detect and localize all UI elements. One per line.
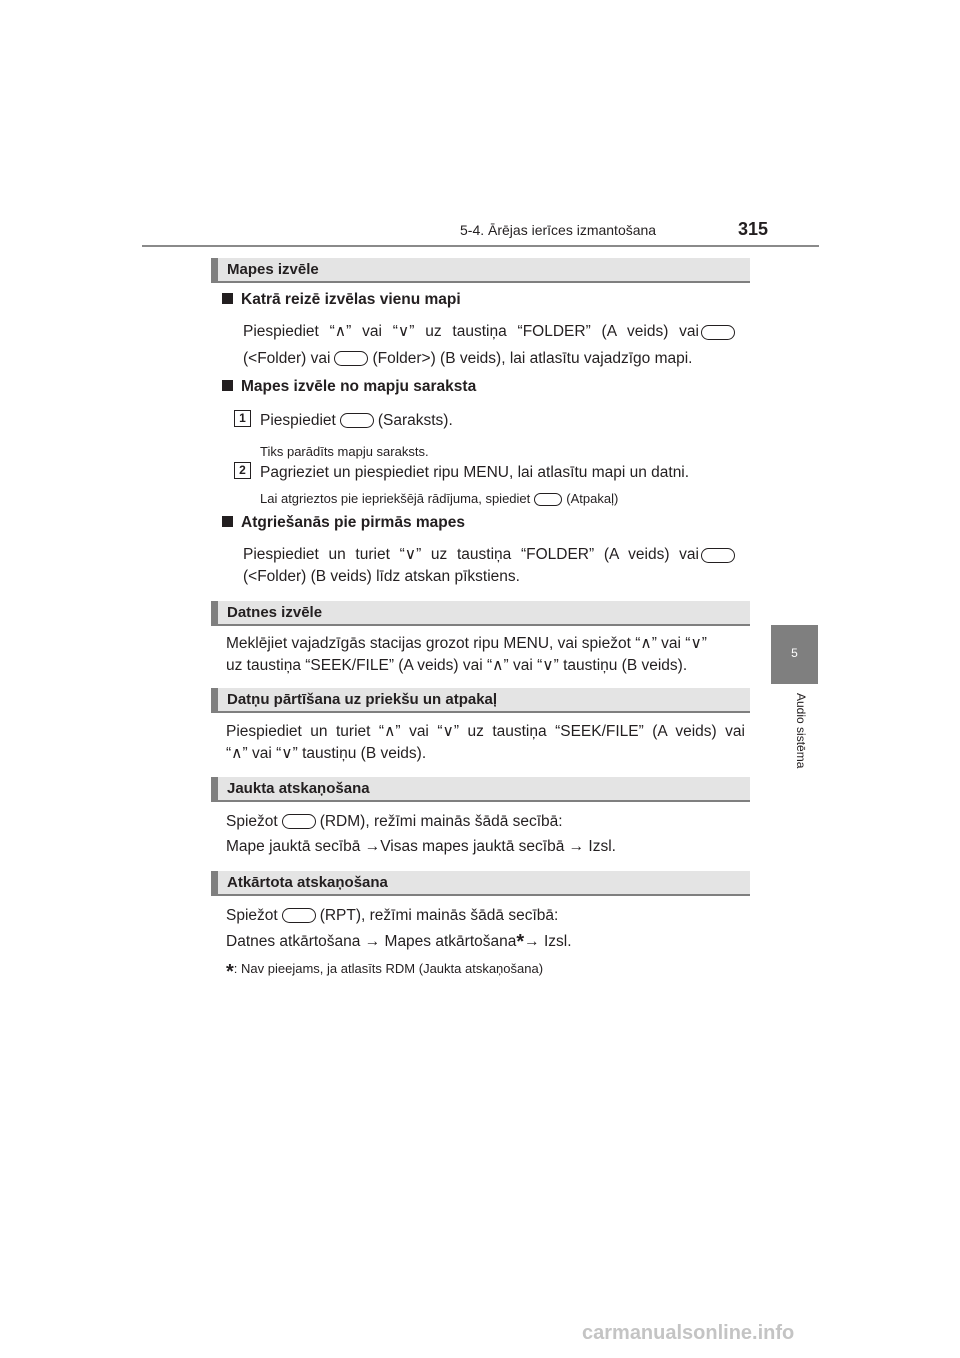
watermark: carmanualsonline.info [582,1322,795,1344]
subheading-first-folder: Atgriešanās pie pirmās mapes [222,514,465,532]
bullet-square [222,516,233,527]
step-2-note: Lai atgrieztos pie iepriekšējā rādījuma, spiediet (Atpakaļ) [260,491,619,506]
folder-instruction-line2: (<Folder) vai (Folder>) (B veids), lai atlasītu vajadzīgo mapi. [243,350,693,367]
folder-down-button-icon [701,325,735,340]
chapter-title: 5-4. Ārējas ierīces izmantošana [460,222,657,238]
folder-instruction-line1: Piespiediet “∧” vai “∨” uz taustiņa “FOLDER” (A veids) vai [243,323,699,340]
back-button-icon [534,493,562,506]
step-2-badge: 2 [234,462,251,479]
footnote-marker: * [516,931,525,953]
random-line1: Spiežot (RDM), režīmi mainās šādā secībā: [226,813,563,830]
chapter-tab-number: 5 [791,646,798,660]
rdm-button-icon [282,814,316,829]
ffrw-line1: Piespiediet un turiet “∧” vai “∨” uz taustiņa “SEEK/FILE” (A veids) vai [226,723,745,740]
section-heading-fast-forward: Datņu pārtīšana uz priekšu un atpakaļ [211,688,750,713]
bullet-square [222,380,233,391]
random-line2: Mape jauktā secībā →Visas mapes jauktā secībā → Izsl. [226,838,616,855]
subheading-one-folder: Katrā reizē izvēlas vienu mapi [222,291,461,309]
section-heading-folder: Mapes izvēle [211,258,750,283]
first-folder-line1: Piespiediet un turiet “∨” uz taustiņa “FOLDER” (A veids) vai [243,546,699,563]
subheading-folder-list: Mapes izvēle no mapju saraksta [222,378,476,396]
step-1-badge: 1 [234,410,251,427]
ffrw-line2: “∧” vai “∨” taustiņu (B veids). [226,745,427,762]
folder-up-button-icon [334,351,368,366]
list-button-icon [340,413,374,428]
file-line2: uz taustiņa “SEEK/FILE” (A veids) vai “∧” vai “∨” taustiņu (B veids). [226,657,688,674]
step-1-note: Tiks parādīts mapju saraksts. [260,444,429,459]
rpt-button-icon [282,908,316,923]
section-heading-file: Datnes izvēle [211,601,750,626]
repeat-line2: Datnes atkārtošana → Mapes atkārtošana*→ Izsl. [226,931,572,953]
first-folder-line2: (<Folder) (B veids) līdz atskan pīkstiens. [243,568,520,585]
file-line1: Meklējiet vajadzīgās stacijas grozot ripu MENU, vai spiežot “∧” vai “∨” [226,635,707,652]
repeat-line1: Spiežot (RPT), režīmi mainās šādā secībā: [226,907,559,924]
header-rule [142,245,819,247]
footnote: *: Nav pieejams, ja atlasīts RDM (Jaukta atskaņošana) [226,961,544,983]
section-heading-repeat: Atkārtota atskaņošana [211,871,750,896]
folder-down-button-icon [701,548,735,563]
chapter-tab-label: Audio sistēma [794,693,808,769]
page-number: 315 [738,219,769,239]
bullet-square [222,293,233,304]
step-2-text: Pagrieziet un piespiediet ripu MENU, lai atlasītu mapi un datni. [260,464,690,481]
section-heading-random: Jaukta atskaņošana [211,777,750,802]
step-1-text: Piespiediet (Saraksts). [260,412,453,429]
